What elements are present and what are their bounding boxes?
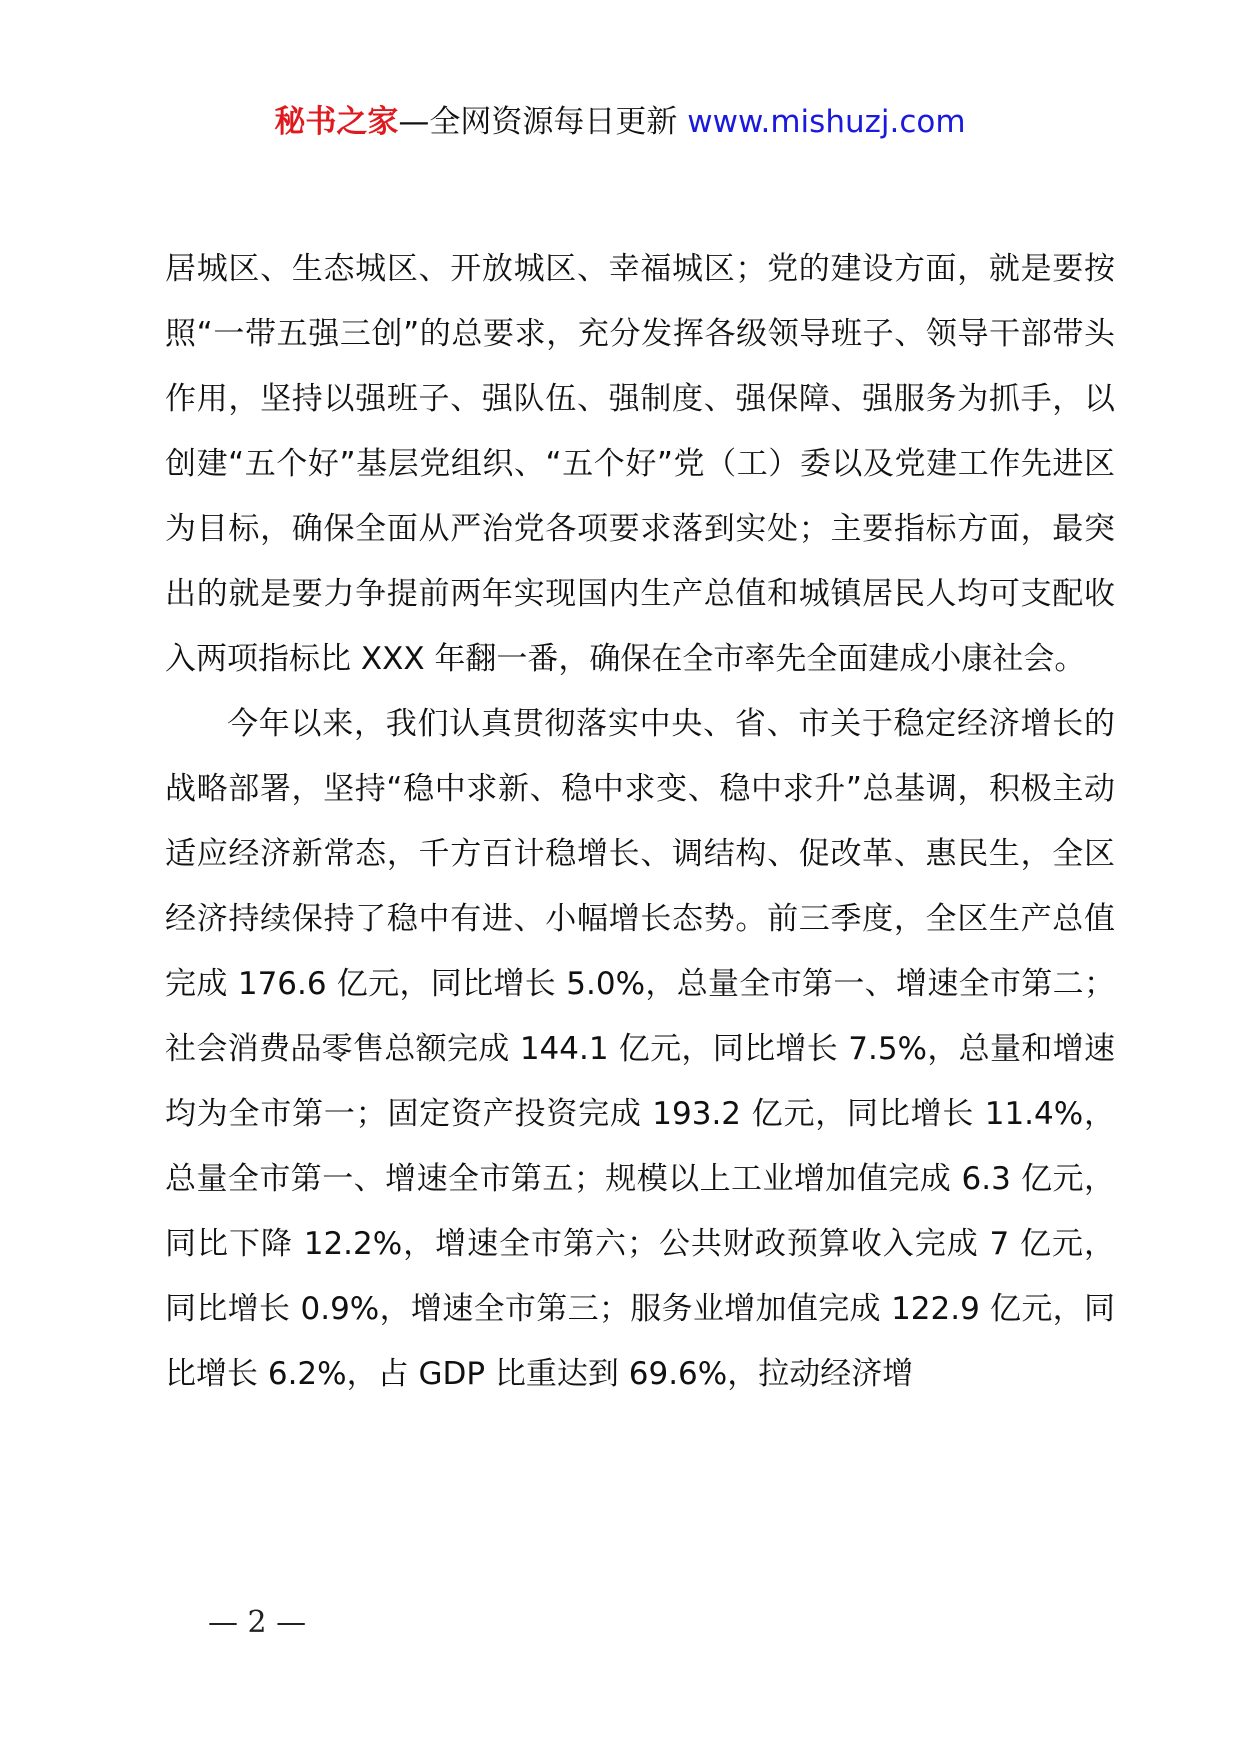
site-brand: 秘书之家 <box>274 104 399 140</box>
site-slogan: —全网资源每日更新 <box>398 104 688 140</box>
body-paragraph-1: 居城区、生态城区、开放城区、幸福城区；党的建设方面，就是要按照“一带五强三创”的总要求，充分发挥各级领导班子、领导干部带头作用，坚持以强班子、强队伍、强制度、强保障、强服务为抓手，以创建“五个好”基层党组织、“五个好”党（工）委以及党建工作先进区为目标，确保全面从严治党各项要求落到实处；主要指标方面，最突出的就是要力争提前两年实现国内生产总值和城镇居民人均可支配收入两项指标比 XXX 年翻一番，确保在全市率先全面建成小康社会。 <box>165 251 1115 677</box>
document-body <box>165 237 1115 1407</box>
page-number: — 2 — <box>208 1605 307 1640</box>
site-header <box>0 100 1240 144</box>
site-url-link[interactable]: www.mishuzj.com <box>687 104 966 140</box>
body-paragraph-2: 今年以来，我们认真贯彻落实中央、省、市关于稳定经济增长的战略部署，坚持“稳中求新、稳中求变、稳中求升”总基调，积极主动适应经济新常态，千方百计稳增长、调结构、促改革、惠民生，全区经济持续保持了稳中有进、小幅增长态势。前三季度，全区生产总值完成 176.6 亿元，同比增长 5.0%，总量全市第一、增速全市第二；社会消费品零售总额完成 144.1 亿元，同比增长 7.5%，总量和增速均为全市第一；固定资产投资完成 193.2 亿元，同比增长 11.4%，总量全市第一、增速全市第五；规模以上工业增加值完成 6.3 亿元，同比下降 12.2%，增速全市第六；公共财政预算收入完成 7 亿元，同比增长 0.9%，增速全市第三；服务业增加值完成 122.9 亿元，同比增长 6.2%，占 GDP 比重达到 69.6%，拉动经济增 <box>165 706 1115 1392</box>
